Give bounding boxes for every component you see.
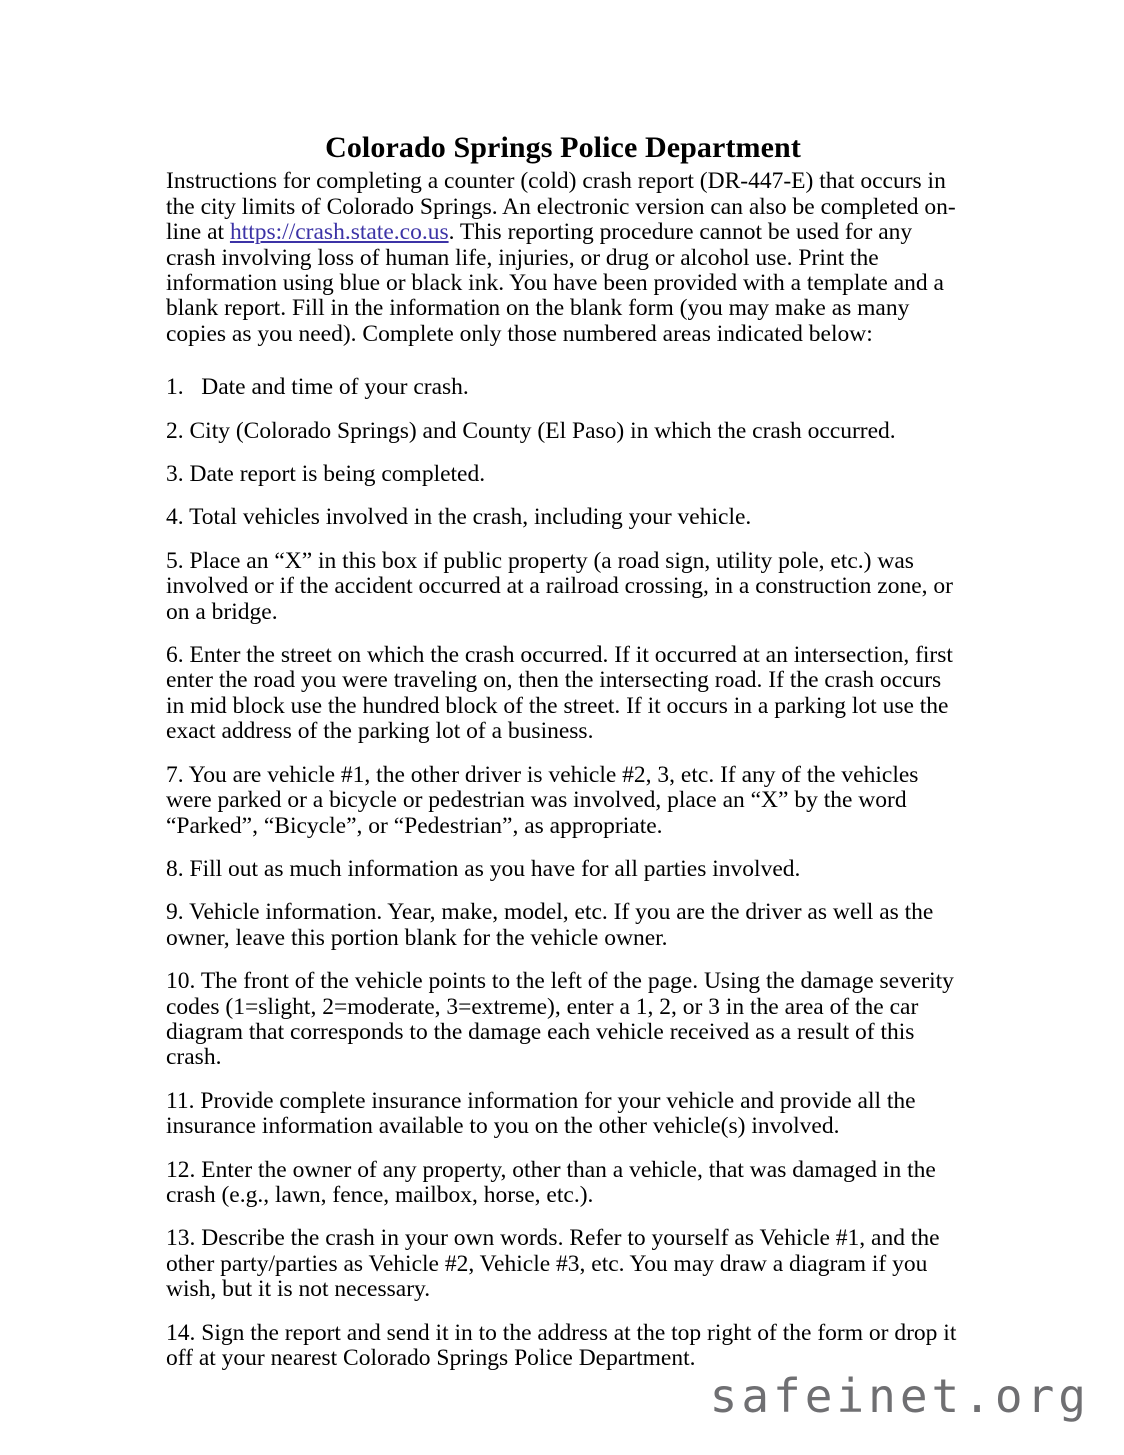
list-item-number: 2. <box>166 417 184 444</box>
list-item <box>166 643 960 745</box>
list-item-text: Total vehicles involved in the crash, including your vehicle. <box>189 504 752 531</box>
document-body <box>166 130 960 1371</box>
list-item <box>166 1321 960 1372</box>
list-item-number: 6. <box>166 642 184 669</box>
list-item <box>166 419 960 444</box>
list-item <box>166 1089 960 1140</box>
intro-text-before-link: Instructions for completing a counter (cold) crash report (DR-447-E) that occurs in the city limits of Colorado Springs. An electronic version can also be completed on-line at <box>166 168 956 246</box>
watermark: safeinet.org <box>709 1369 1090 1423</box>
list-item-text: Describe the crash in your own words. Refer to yourself as Vehicle #1, and the other party/parties as Vehicle #2, Vehicle #3, etc. You may draw a diagram if you wish, but it is not necessary. <box>166 1225 940 1303</box>
intro-paragraph <box>166 169 960 347</box>
list-item-text: Vehicle information. Year, make, model, etc. If you are the driver as well as the owner, leave this portion blank for the vehicle owner. <box>166 899 934 951</box>
list-item-number: 5. <box>166 547 184 574</box>
list-item <box>166 505 960 530</box>
list-item-text: Date report is being completed. <box>189 461 486 488</box>
list-item-number: 7. <box>166 761 184 788</box>
list-item-text: Enter the street on which the crash occurred. If it occurred at an intersection, first enter the road you were traveling on, then the intersecting road. If the crash occurs in mid block use the hundred block of the street. If it occurs in a parking lot use the exact address of the parking lot of a business. <box>166 642 953 745</box>
list-item-number: 4. <box>166 504 184 531</box>
list-item-number: 8. <box>166 855 184 882</box>
list-item <box>166 1226 960 1302</box>
list-item-text: The front of the vehicle points to the left of the page. Using the damage severity codes (1=slight, 2=moderate, 3=extreme), enter a 1, 2, or 3 in the area of the car diagram that corresponds to the damage each vehicle received as a result of this crash. <box>166 968 954 1071</box>
list-item <box>166 969 960 1071</box>
list-item <box>166 763 960 839</box>
list-item <box>166 549 960 625</box>
list-item <box>166 375 960 400</box>
list-item-number: 11. <box>166 1087 195 1114</box>
list-item-text: Enter the owner of any property, other than a vehicle, that was damaged in the crash (e.g., lawn, fence, mailbox, horse, etc.). <box>166 1156 936 1208</box>
list-item <box>166 1158 960 1209</box>
page-title: Colorado Springs Police Department <box>325 131 801 164</box>
crash-state-link[interactable]: https://crash.state.co.us <box>229 219 449 246</box>
instruction-list <box>166 375 960 1371</box>
list-item-text: Provide complete insurance information for your vehicle and provide all the insurance information available to you on the other vehicle(s) involved. <box>166 1087 916 1140</box>
list-item-number: 12. <box>166 1156 196 1183</box>
list-item-text: Place an “X” in this box if public property (a road sign, utility pole, etc.) was involved or if the accident occurred at a railroad crossing, in a construction zone, or on a bridge. <box>166 547 953 625</box>
list-item-text: You are vehicle #1, the other driver is vehicle #2, 3, etc. If any of the vehicles were parked or a bicycle or pedestrian was involved, place an “X” by the word “Parked”, “Bicycle”, or “Pedestrian”, as appropriate. <box>166 761 919 839</box>
list-item-number: 1. <box>166 374 184 401</box>
intro-text-after-link: . This reporting procedure cannot be used for any crash involving loss of human life, injuries, or drug or alcohol use. Print the information using blue or black ink. You have been provided with a template and a blank report. Fill in the information on the blank form (you may make as many copies as you need). Complete only those numbered areas indicated below: <box>166 219 944 347</box>
list-item-number: 14. <box>166 1319 196 1346</box>
list-item <box>166 857 960 882</box>
list-item-text: City (Colorado Springs) and County (El Paso) in which the crash occurred. <box>189 417 896 444</box>
list-item <box>166 462 960 487</box>
list-item <box>166 900 960 951</box>
list-item-number: 3. <box>166 461 184 488</box>
list-item-text: Date and time of your crash. <box>201 374 469 401</box>
list-item-text: Fill out as much information as you have for all parties involved. <box>189 855 801 882</box>
list-item-text: Sign the report and send it in to the address at the top right of the form or drop it off at your nearest Colorado Springs Police Department. <box>166 1319 957 1372</box>
list-item-separator <box>184 374 202 400</box>
list-item-number: 9. <box>166 899 184 926</box>
list-item-number: 13. <box>166 1225 196 1252</box>
list-item-number: 10. <box>166 968 196 995</box>
